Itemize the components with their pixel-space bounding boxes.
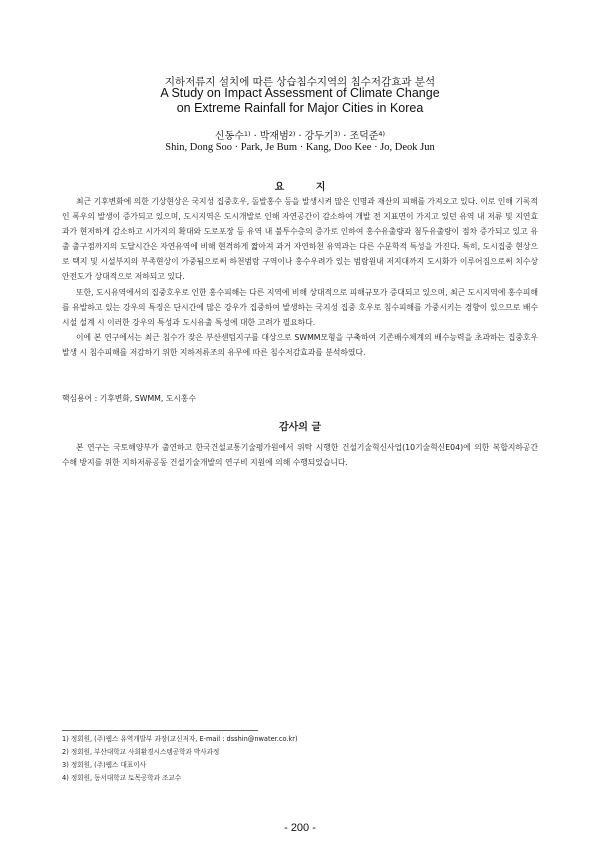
- authors-korean: [0, 127, 600, 142]
- author-name: 박재범: [259, 131, 289, 142]
- author-separator: ·: [343, 131, 347, 142]
- author-separator: ·: [298, 131, 302, 142]
- author-name: 강두기: [304, 131, 334, 142]
- acknowledgement-body: [62, 440, 538, 470]
- acknowledgement-heading: 감사의 글: [278, 422, 322, 433]
- author-footnote-mark: 1): [243, 130, 251, 138]
- author-separator: ·: [253, 131, 257, 142]
- footnotes: [62, 733, 482, 785]
- paper-title-english-line2: on Extreme Rainfall for Major Cities in Korea: [176, 101, 424, 115]
- author-footnote-mark: 4): [378, 130, 386, 138]
- paper-title-english-line1: A Study on Impact Assessment of Climate Change: [160, 86, 440, 100]
- footnote: 3) 정회원, (주)웹스 대표이사: [62, 761, 146, 769]
- author-footnote-mark: 3): [333, 130, 341, 138]
- acknowledgement-paragraph: 본 연구는 국토해양부가 출연하고 한국건설교통기술평가원에서 위탁 시행한 건설기술혁신사업(10기술혁신E04)에 의한 복합지하공간 수해 방지를 위한 지하저류공동 건설기술개발의 연구비 지원에 의해 수행되었습니다.: [62, 443, 538, 468]
- footnote: 1) 정회원, (주)웹스 유역개발부 과장(교신저자, E-mail : dsshin@nwater.co.kr): [62, 735, 298, 743]
- footnote-divider: [62, 730, 258, 731]
- footnote: 4) 정회원, 동서대학교 토목공학과 조교수: [62, 774, 182, 782]
- abstract-paragraph: 최근 기후변화에 의한 기상현상은 국지성 집중호우, 돌발홍수 등을 발생시켜 많은 인명과 재산의 피해를 가져오고 있다. 이로 인해 기록적인 폭우의 발생이 증가되고 있으며, 도시지역은 도시개발로 인해 자연공간이 감소하여 개발 전 지표면이 가지고 있던 유역 내 저류 및 지연효과가 현저하게 감소하고 시가지의 확대와 도로포장 등 유역 내 불투수층의 증가로 인하여 홍수유출량과 첨두유출량이 점차 증가되고 있고 유출 출구점까지의 도달시간은 자연유역에 비해 현격하게 짧아져 과거 자연하천 유역과는 다른 수문학적 특성을 가진다. 특히, 도시집중 현상으로 택지 및 시설부지의 부족현상이 가중됨으로써 하천범람 구역이나 홍수우려가 있는 범람원내 저지대까지 도시화가 이루어짐으로써 치수상 안전도가 상대적으로 저하되고 있다.: [62, 197, 538, 282]
- keywords: 핵심용어 : 기후변화, SWMM, 도시홍수: [62, 394, 196, 403]
- footnote: 2) 정회원, 부산대학교 사회환경시스템공학과 박사과정: [62, 748, 220, 756]
- page-number: - 200 -: [284, 822, 316, 834]
- abstract-paragraph: 또한, 도시유역에서의 집중호우로 인한 홍수피해는 다른 지역에 비해 상대적으로 피해규모가 증대되고 있으며, 최근 도시지역에 홍수피해를 유발하고 있는 강우의 특징은 단시간에 많은 강우가 집중하여 발생하는 국지성 집중 호우로 침수피해를 가중시키는 경향이 있으므로 배수시설 설계 시 이러한 강우의 특성과 도시유출 특성에 대한 고려가 필요하다.: [62, 287, 538, 327]
- author-name: 조덕준: [349, 131, 379, 142]
- abstract-body: [62, 194, 538, 360]
- abstract-heading: 요 지: [274, 182, 340, 193]
- paper-title-korean: 지하저류지 설치에 따른 상습침수지역의 침수저감효과 분석: [164, 76, 436, 88]
- authors-english: Shin, Dong Soo · Park, Je Bum · Kang, Doo Kee · Jo, Deok Jun: [165, 142, 435, 153]
- author-footnote-mark: 2): [288, 130, 296, 138]
- author-name: 신동수: [214, 131, 244, 142]
- abstract-paragraph: 이에 본 연구에서는 최근 침수가 잦은 부산센텀지구를 대상으로 SWMM모형을 구축하여 기존배수체계의 배수능력을 초과하는 집중호우 발생 시 침수피해를 저감하기 위한 지하저류조의 유무에 따른 침수저감효과를 분석하였다.: [62, 332, 538, 357]
